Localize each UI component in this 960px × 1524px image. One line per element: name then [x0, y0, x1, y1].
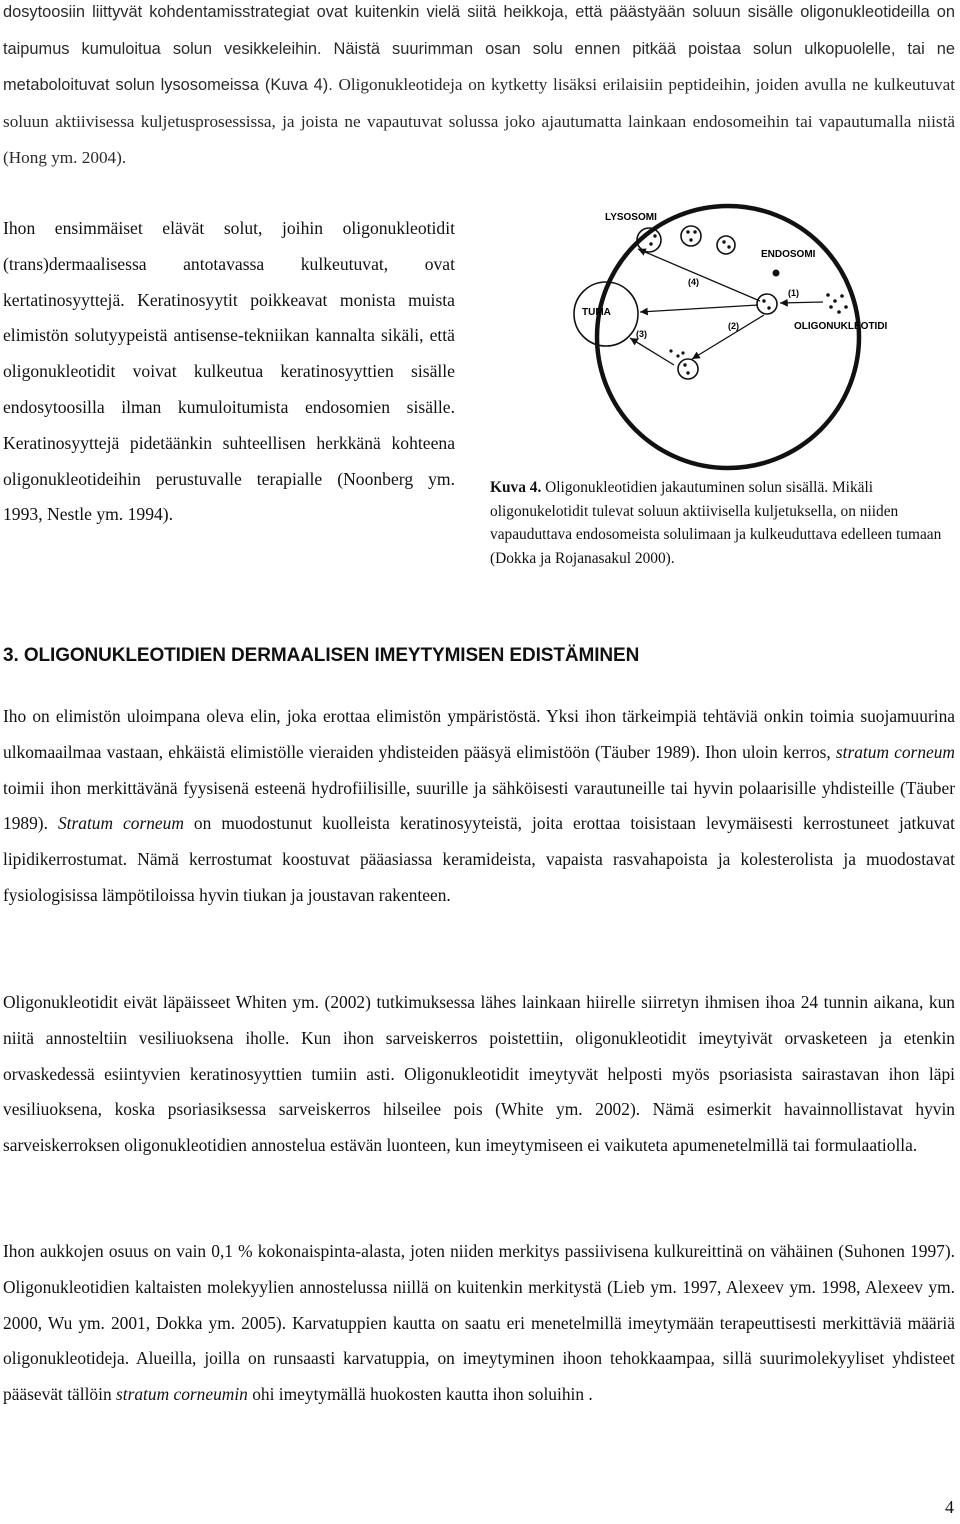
stratum-corneumin-term: stratum corneumin	[116, 1384, 248, 1405]
oligonucleotide-distribution-diagram	[528, 203, 928, 471]
oligo-dot	[844, 305, 848, 309]
label-endosomi: ENDOSOMI	[761, 249, 816, 260]
keratinocyte-paragraph-part1: Ihon ensimmäiset elävät solut, joihin oligonukleotidit (trans)dermaalisessa antotavassa kulkeutuvat, ovat kertatinosyyttejä.	[3, 218, 455, 310]
section-heading: 3. OLIGONUKLEOTIDIEN DERMAALISEN IMEYTYMISEN EDISTÄMINEN	[3, 645, 640, 666]
lysosome-dot	[693, 230, 696, 233]
released-dot	[686, 371, 689, 374]
intro-paragraph-serif-part: Oligonukleotideja on kytketty lisäksi erilaisiin peptideihin, joiden avulla ne kulkeutuvat soluun aktiivisessa kuljetusprosessissa, ja joista ne vapautuvat solussa joko ajautumatta lainkaan endosomeihin tai vapautumalla niistä (Hong ym. 2004).	[3, 75, 956, 167]
figure-caption	[490, 476, 960, 570]
intro-paragraph-sans-part: dosytoosiin liittyvät kohdentamisstrategiat ovat kuitenkin vielä siitä heikkoja, että päästyään soluun sisälle oligonukleotideilla on taipumus kumuloitua solun vesikkeleihin. Näistä suurimman osan solu ennen pitkää poistaa solun ulkopuolelle, tai ne metaboloituvat solun lysosomeissa (Kuva 4).	[3, 3, 955, 94]
label-step-2: (2)	[728, 321, 739, 331]
pathway-3-arrow	[630, 338, 674, 365]
oligo-dot	[833, 299, 837, 303]
oligo-dot	[840, 294, 844, 298]
lysosome-dot	[727, 245, 730, 248]
endosome-dot	[767, 306, 770, 309]
lysosome-dot	[643, 233, 646, 236]
lysosome-dot	[653, 234, 656, 237]
pathway-4-arrow	[638, 249, 760, 301]
label-step-3: (3)	[636, 329, 647, 339]
white-study-paragraph: Oligonukleotidit eivät läpäisseet Whiten ym. (2002) tutkimuksessa lähes lainkaan hiirelle siirretyn ihmisen ihoa 24 tunnin aikana, kun niitä annosteltiin vesiliuoksena iholle. Kun ihon sarveiskerros poistettiin, oligonukleotidit imeytyivät orvasketeen ja etenkin orvaskedessä esiintyvien keratinosyyttien tumiin asti. Oligonukleotidit imeytyvät helposti myös psoriasista sairastavan ihon läpi vesiliuoksena, koska psoriasiksessa sarveiskerros hilseilee pois (White ym. 2002). Nämä esimerkit havainnollistavat hyvin sarveiskerroksen oligonukleotidien annostelua estävän luonteen, kun imeytymiseen ei vaikuteta apumenetelmillä tai formulaatiolla.	[3, 992, 955, 1156]
released-dot	[681, 351, 684, 354]
keratinocyte-paragraph	[3, 211, 455, 533]
label-oligonukleotidi: OLIGONUKLEOTIDI	[794, 321, 888, 332]
hair-follicle-paragraph	[3, 1234, 955, 1413]
lysosome-vesicle-2	[681, 226, 701, 246]
page-number: 4	[945, 1497, 954, 1517]
figure-caption-text: Oligonukleotidien jakautuminen solun sisällä. Mikäli oligonukelotidit tulevat soluun aktiivisella kuljetuksella, on niiden vapauduttava endosomeista solulimaan ja kulkeuduttava edelleen tumaan (Dokka ja Rojanasakul 2000).	[490, 479, 942, 567]
endosome-vesicle	[757, 294, 777, 314]
stratum-corneum-term-2: Stratum corneum	[57, 813, 184, 834]
endosome-vesicle-small	[773, 270, 780, 277]
endosome-dot	[762, 299, 765, 302]
pathway-main-arrow	[640, 305, 758, 312]
oligo-dot	[837, 310, 841, 314]
label-step-1: (1)	[788, 288, 799, 298]
skin-barrier-text-e: on muodostunut kuolleista keratinosyyteistä, joita erottaa toisistaan levymäisesti kerrostuneet jatkuvat lipidikerrostumat. Nämä kerrostumat koostuvat pääasiassa keramideista, vapaista rasvahapoista ja kolesterolista ja muodostavat fysiologisissa lämpötiloissa hyvin tiukan ja joustavan rakenteen.	[3, 813, 955, 905]
hair-follicle-text-a: Ihon aukkojen osuus on vain 0,1 % kokonaispinta-alasta, joten niiden merkitys passiivisena kulkureittinä on vähäinen (Suhonen 1997). Oligonukleotidien kaltaisten molekyylien annostelussa niillä on kuitenkin merkitystä (Lieb ym. 1997, Alexeev ym. 1998, Alexeev ym. 2000, Wu ym. 2001, Dokka ym. 2005). Karvatuppien kautta on saatu eri menetelmillä imeytymään terapeuttisesti merkittäviä määriä oligonukleotideja. Alueilla, joilla on runsaasti karvatuppia, on imeytyminen ihoon tehokkaampaa, sillä suurimolekyyliset yhdisteet pääsevät tällöin	[3, 1241, 955, 1405]
released-dot	[669, 349, 672, 352]
released-vesicle	[678, 359, 698, 379]
lysosome-vesicle-3	[717, 236, 735, 254]
label-step-4: (4)	[688, 277, 699, 287]
label-lysosomi: LYSOSOMI	[605, 212, 657, 223]
skin-barrier-text-c: toimii ihon merkittävänä fyysisenä esteenä hydrofiilisille, suurille ja sähköisesti varautuneille tai hyvin polaarisille yhdisteille (Täuber 1989).	[3, 777, 955, 834]
skin-barrier-paragraph	[3, 699, 955, 914]
lysosome-dot	[686, 230, 689, 233]
oligo-dot	[829, 305, 833, 309]
intro-paragraph	[3, 0, 955, 177]
hair-follicle-text-c: ohi imeytymällä huokosten kautta ihon soluihin .	[247, 1384, 593, 1405]
pathway-1-arrow	[780, 302, 823, 303]
lysosome-dot	[722, 240, 725, 243]
released-dot	[683, 363, 686, 366]
skin-barrier-text-a: Iho on elimistön uloimpana oleva elin, joka erottaa elimistön ympäristöstä. Yksi ihon tärkeimpiä tehtäviä onkin toimia suojamuurina ulkomaailmaa vastaan, ehkäistä elimistölle vieraiden yhdisteiden pääsyä elimistöön (Täuber 1989). Ihon uloin kerros,	[3, 706, 955, 762]
lysosome-dot	[649, 242, 652, 245]
stratum-corneum-term-1: stratum corneum	[835, 741, 955, 762]
label-tuma: TUMA	[582, 307, 611, 318]
lysosome-dot	[689, 238, 692, 241]
figure-caption-label: Kuva 4.	[490, 479, 542, 496]
oligo-dot	[826, 293, 830, 297]
released-dot	[676, 354, 679, 357]
keratinocyte-paragraph-part2: Keratinosyytit poikkeavat monista muista elimistön solutyypeistä antisense-tekniikan kannalta sikäli, että oligonukleotidit voivat kulkeutua keratinosyyttien sisälle endosytoosilla ilman kumuloitumista endosomien sisälle. Keratinosyyttejä pidetäänkin suhteellisen herkkänä kohteena oligonukleotideihin perustuvalle terapialle (Noonberg ym. 1993, Nestle ym. 1994).	[3, 289, 455, 525]
